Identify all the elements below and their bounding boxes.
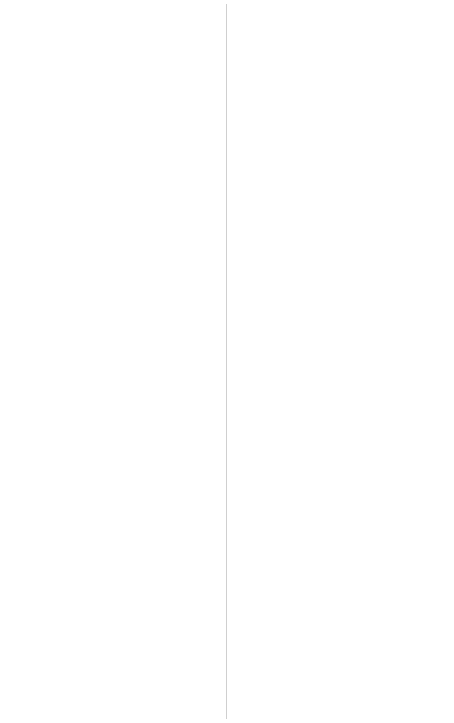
text-line — [232, 677, 450, 694]
text-line — [4, 227, 222, 244]
text-line — [232, 642, 450, 659]
text-line — [4, 365, 222, 382]
text-line — [232, 365, 450, 382]
text-line — [232, 434, 450, 451]
text-line — [232, 227, 450, 244]
text-line — [232, 158, 450, 175]
text-line — [232, 556, 450, 573]
text-line — [4, 71, 222, 88]
arabic-verse-line — [232, 279, 450, 296]
text-line — [232, 383, 450, 400]
text-line — [232, 244, 450, 261]
text-line — [232, 296, 450, 313]
text-line — [4, 642, 222, 659]
text-line — [232, 140, 450, 157]
text-line — [4, 677, 222, 694]
text-line — [232, 400, 450, 417]
text-line — [232, 625, 450, 642]
text-line — [4, 538, 222, 555]
text-line — [232, 452, 450, 469]
text-line — [4, 348, 222, 365]
text-line — [4, 19, 222, 36]
text-line — [4, 279, 222, 296]
text-line — [4, 469, 222, 486]
text-line — [232, 694, 450, 711]
text-line — [4, 140, 222, 157]
text-line — [232, 504, 450, 521]
text-line — [232, 521, 450, 538]
text-line — [232, 175, 450, 192]
text-line — [4, 54, 222, 71]
text-line — [4, 556, 222, 573]
text-line — [4, 313, 222, 330]
text-line — [4, 383, 222, 400]
text-line — [232, 123, 450, 140]
text-line — [232, 486, 450, 503]
right-column — [232, 2, 450, 711]
text-line — [4, 573, 222, 590]
text-line — [4, 659, 222, 676]
text-line — [4, 261, 222, 278]
text-line — [232, 19, 450, 36]
text-line — [232, 469, 450, 486]
text-line — [4, 296, 222, 313]
text-line — [232, 417, 450, 434]
text-line — [232, 607, 450, 624]
text-line — [232, 659, 450, 676]
text-line — [4, 625, 222, 642]
text-line — [4, 521, 222, 538]
text-line — [232, 210, 450, 227]
text-line — [4, 123, 222, 140]
text-line — [232, 192, 450, 209]
text-line — [4, 175, 222, 192]
column-divider — [226, 4, 227, 719]
left-column — [4, 2, 222, 711]
text-line — [4, 244, 222, 261]
text-line — [232, 331, 450, 348]
text-line — [232, 573, 450, 590]
arabic-verse-line — [232, 261, 450, 278]
text-line — [4, 88, 222, 105]
text-line — [232, 538, 450, 555]
text-line — [232, 590, 450, 607]
text-line — [4, 210, 222, 227]
text-line — [4, 331, 222, 348]
text-line — [232, 106, 450, 123]
text-line — [4, 37, 222, 54]
text-line — [4, 417, 222, 434]
text-line — [4, 2, 222, 19]
text-line — [4, 106, 222, 123]
text-line — [4, 486, 222, 503]
text-line — [232, 313, 450, 330]
text-line — [4, 434, 222, 451]
text-line — [232, 71, 450, 88]
text-line — [4, 694, 222, 711]
text-line — [232, 88, 450, 105]
text-line — [4, 607, 222, 624]
text-line — [4, 590, 222, 607]
text-line — [4, 504, 222, 521]
text-line — [4, 158, 222, 175]
text-line — [4, 452, 222, 469]
text-line — [232, 2, 450, 19]
text-line — [232, 54, 450, 71]
text-line — [4, 400, 222, 417]
text-line — [232, 37, 450, 54]
text-line — [232, 348, 450, 365]
text-line — [4, 192, 222, 209]
